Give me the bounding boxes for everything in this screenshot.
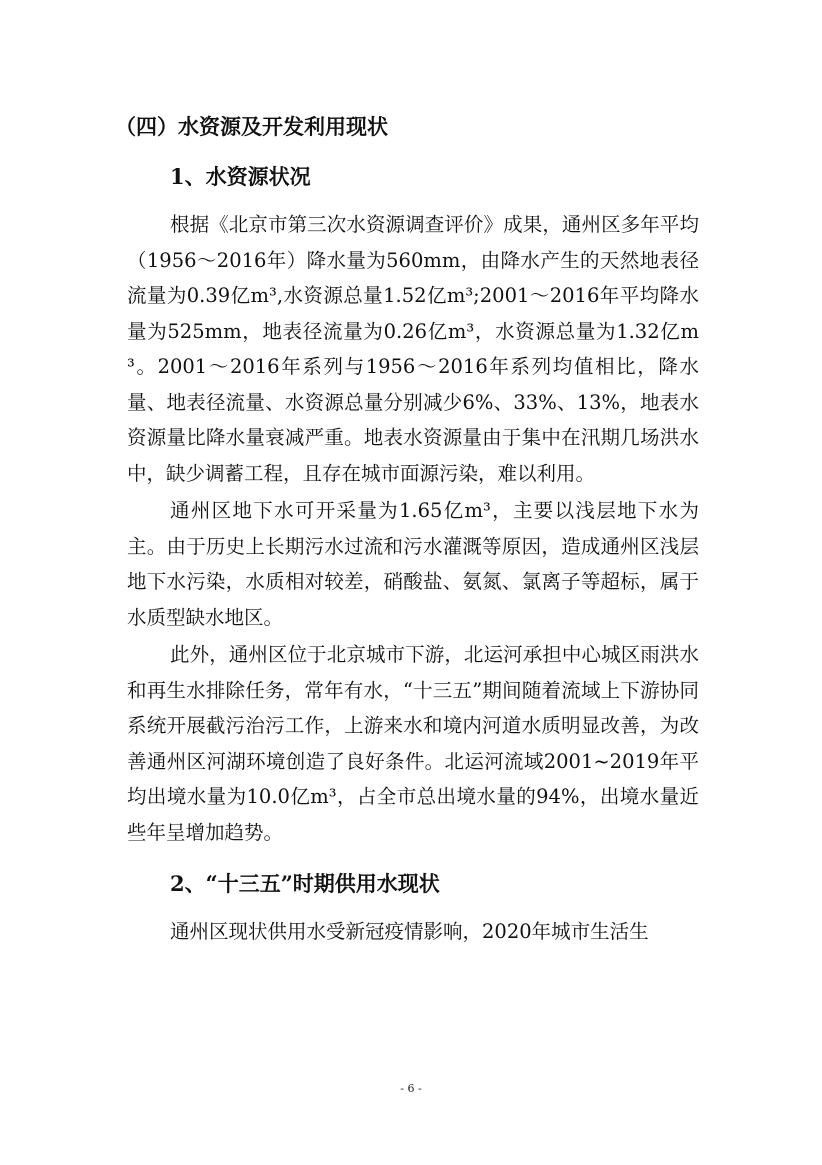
subsection-heading-water-supply: 2、“十三五”时期供用水现状 <box>170 871 440 896</box>
paragraph-water-resources-overview: 根据《北京市第三次水资源调查评价》成果，通州区多年平均（1956～2016年）降水量为560mm，由降水产生的天然地表径流量为0.39亿m³,水资源总量1.52亿m³;2001～2016年平均降水量为525mm，地表径流量为0.26亿m³，水资源总量为1.32亿m³。2001～2016年系列与1956～2016年系列均值相比，降水量、地表径流量、水资源总量分别减少6%、33%、13%，地表水资源量比降水量衰减严重。地表水资源量由于集中在汛期几场洪水中，缺少调蓄工程，且存在城市面源污染，难以利用。 <box>127 213 699 485</box>
page-number: - 6 - <box>400 1082 422 1095</box>
subsection-heading-water-resources: 1、水资源状况 <box>170 164 311 189</box>
paragraph-water-supply-status: 通州区现状供用水受新冠疫情影响，2020年城市生活生 <box>170 920 649 943</box>
document-body <box>115 107 699 952</box>
paragraph-groundwater: 通州区地下水可开采量为1.65亿m³，主要以浅层地下水为主。由于历史上长期污水过流和污水灌溉等原因，造成通州区浅层地下水污染，水质相对较差，硝酸盐、氨氮、氯离子等超标，属于水质型缺水地区。 <box>127 499 699 629</box>
section-heading: （四）水资源及开发利用现状 <box>115 114 388 139</box>
paragraph-north-canal: 此外，通州区位于北京城市下游，北运河承担中心城区雨洪水和再生水排除任务，常年有水，“十三五”期间随着流域上下游协同系统开展截污治污工作，上游来水和境内河道水质明显改善，为改善通州区河湖环境创造了良好条件。北运河流域2001~2019年平均出境水量为10.0亿m³，占全市总出境水量的94%，出境水量近些年呈增加趋势。 <box>127 643 699 844</box>
